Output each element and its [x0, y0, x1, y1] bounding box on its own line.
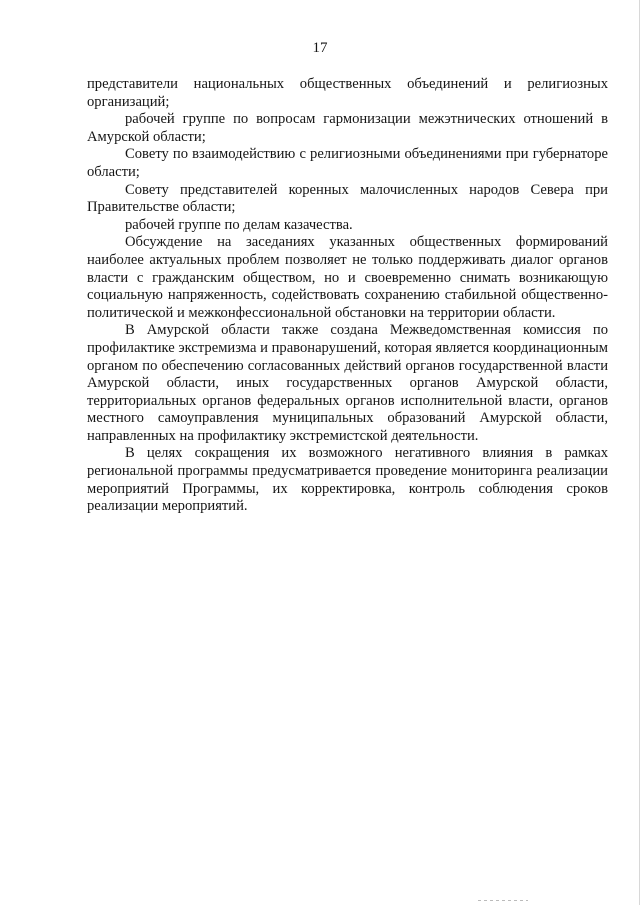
- paragraph: В целях сокращения их возможного негативного влияния в рамках региональной программы предусматривается проведение мониторинга реализации мероприятий Программы, их корректировка, контроль соблюдения сроков реализации мероприятий.: [87, 445, 608, 515]
- paragraph-list-item: рабочей группе по вопросам гармонизации межэтнических отношений в Амурской области;: [87, 111, 608, 145]
- paragraph-list-continuation: представители национальных общественных объединений и религиозных организаций;: [87, 76, 608, 110]
- paragraph: В Амурской области также создана Межведомственная комиссия по профилактике экстремизма и правонарушений, которая является координационным органом по обеспечению согласованных действий органов государственной власти Амурской области, иных государственных органов Амурской области, территориальных органов федеральных органов исполнительной власти, органов местного самоуправления муниципальных образований Амурской области, направленных на профилактику экстремистской деятельности.: [87, 322, 608, 444]
- paragraph-list-item: рабочей группе по делам казачества.: [125, 216, 353, 233]
- paragraph-list-item: Совету представителей коренных малочисленных народов Севера при Правительстве области;: [87, 181, 608, 216]
- document-body: [87, 76, 608, 516]
- paragraph-list-item: Совету по взаимодействию с религиозными объединениями при губернаторе области;: [87, 146, 608, 180]
- scan-artifact: [478, 900, 528, 901]
- paragraph: Обсуждение на заседаниях указанных общественных формирований наиболее актуальных проблем позволяет не только поддерживать диалог органов власти с гражданским обществом, но и своевременно снимать возникающую социальную напряженность, содействовать сохранению стабильной общественно-политической и межконфессиональной обстановки на территории области.: [87, 234, 608, 321]
- page-number: 17: [312, 40, 328, 56]
